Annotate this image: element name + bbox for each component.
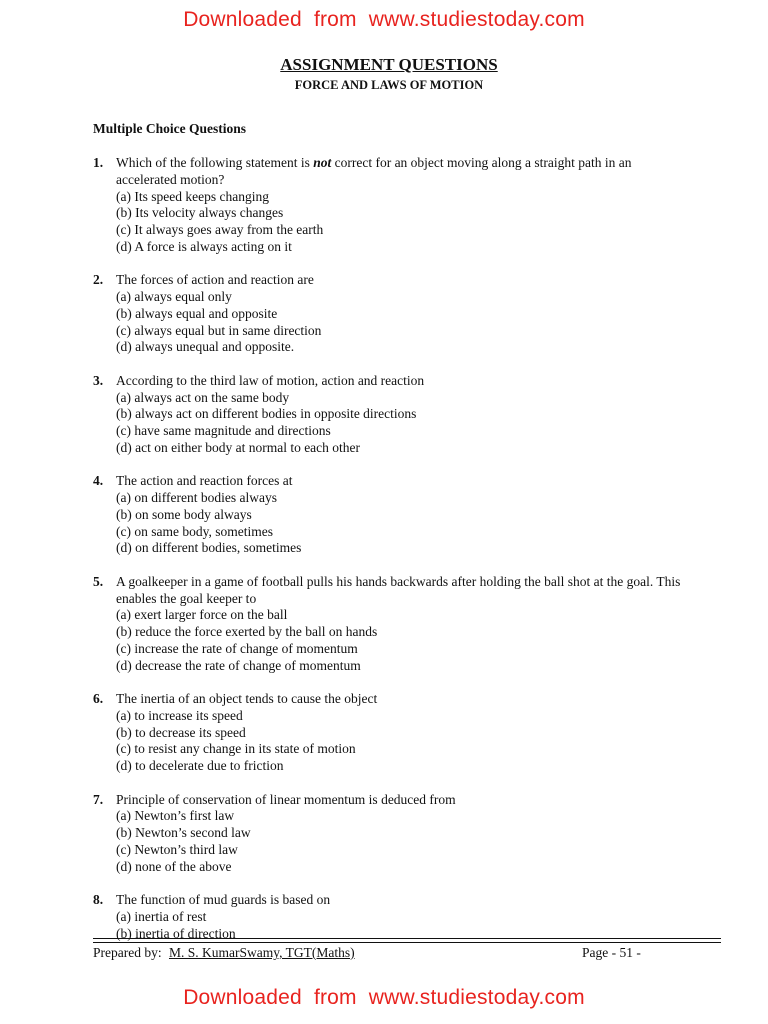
option-a: (a) Newton’s first law [116, 808, 235, 824]
option-c: (c) It always goes away from the earth [116, 222, 324, 238]
footer-author [93, 945, 355, 961]
download-banner-bottom[interactable] [0, 986, 768, 1010]
banner-mid: from [313, 8, 357, 31]
question-number: 5. [93, 573, 104, 589]
option-a: (a) exert larger force on the ball [116, 607, 288, 623]
banner-site-link[interactable]: www.studiestoday.com [368, 8, 585, 31]
question-text: According to the third law of motion, action and reaction [116, 372, 425, 388]
option-b: (b) to decrease its speed [116, 724, 246, 740]
page-title: ASSIGNMENT QUESTIONS [280, 55, 498, 74]
option-a: (a) on different bodies always [116, 490, 277, 506]
option-b: (b) inertia of direction [116, 925, 236, 941]
option-a: (a) to increase its speed [116, 707, 243, 723]
banner-prefix: Downloaded [183, 8, 302, 31]
author-name: M. S. KumarSwamy, TGT(Maths) [168, 945, 355, 960]
question-4 [93, 473, 683, 557]
question-text: The forces of action and reaction are [116, 272, 314, 288]
page-number: Page - 51 - [582, 945, 641, 960]
option-a: (a) always equal only [116, 289, 232, 305]
download-banner-top[interactable] [0, 8, 768, 32]
option-b: (b) reduce the force exerted by the ball on hands [116, 624, 378, 640]
emphasis-not: not [313, 155, 332, 170]
question-text: The action and reaction forces at [116, 473, 293, 489]
option-d: (d) decrease the rate of change of momentum [116, 657, 361, 673]
option-b: (b) on some body always [116, 506, 252, 522]
option-d: (d) none of the above [116, 858, 232, 874]
option-d: (d) always unequal and opposite. [116, 339, 295, 355]
banner-prefix: Downloaded [183, 986, 302, 1009]
option-b: (b) always act on different bodies in opposite directions [116, 406, 417, 422]
question-5 [93, 574, 683, 675]
question-list [93, 155, 683, 959]
question-2 [93, 272, 683, 356]
question-text: The inertia of an object tends to cause the object [116, 691, 378, 707]
option-c: (c) on same body, sometimes [116, 523, 273, 539]
option-d: (d) A force is always acting on it [116, 238, 292, 254]
page-subtitle: FORCE AND LAWS OF MOTION [294, 78, 484, 92]
question-text: The function of mud guards is based on [116, 891, 331, 907]
footer-divider-thin [93, 942, 721, 943]
question-3 [93, 373, 683, 457]
option-a: (a) inertia of rest [116, 908, 207, 924]
option-c: (c) increase the rate of change of momentum [116, 640, 358, 656]
question-text: Which of the following statement is not correct for an object moving along a straight path in an accelerated motion? [116, 155, 632, 187]
option-c: (c) always equal but in same direction [116, 322, 322, 338]
option-b: (b) Its velocity always changes [116, 205, 284, 221]
option-c: (c) Newton’s third law [116, 841, 238, 857]
question-text: A goalkeeper in a game of football pulls his hands backwards after holding the ball shot at the goal. This enables the goal keeper to [116, 573, 681, 606]
question-number: 2. [93, 272, 104, 288]
banner-site-link[interactable]: www.studiestoday.com [368, 986, 585, 1009]
option-d: (d) act on either body at normal to each other [116, 439, 361, 455]
option-c: (c) have same magnitude and directions [116, 423, 331, 439]
question-8 [93, 892, 683, 942]
question-number: 6. [93, 691, 104, 707]
option-c: (c) to resist any change in its state of motion [116, 741, 356, 757]
question-number: 1. [93, 155, 104, 170]
question-text: Principle of conservation of linear momentum is deduced from [116, 791, 456, 807]
section-heading: Multiple Choice Questions [93, 121, 247, 136]
option-a: (a) always act on the same body [116, 389, 290, 405]
option-a: (a) Its speed keeps changing [116, 188, 269, 204]
question-7 [93, 792, 683, 876]
question-6 [93, 691, 683, 775]
option-d: (d) on different bodies, sometimes [116, 540, 302, 556]
footer-divider-thick [93, 938, 721, 939]
prepared-by-label: Prepared by: [93, 945, 162, 960]
question-number: 4. [93, 473, 104, 489]
option-b: (b) always equal and opposite [116, 305, 278, 321]
question-number: 3. [93, 372, 104, 388]
banner-mid: from [313, 986, 357, 1009]
question-number: 7. [93, 791, 104, 807]
option-d: (d) to decelerate due to friction [116, 758, 284, 774]
option-b: (b) Newton’s second law [116, 825, 251, 841]
question-1 [93, 155, 683, 256]
question-number: 8. [93, 891, 104, 907]
